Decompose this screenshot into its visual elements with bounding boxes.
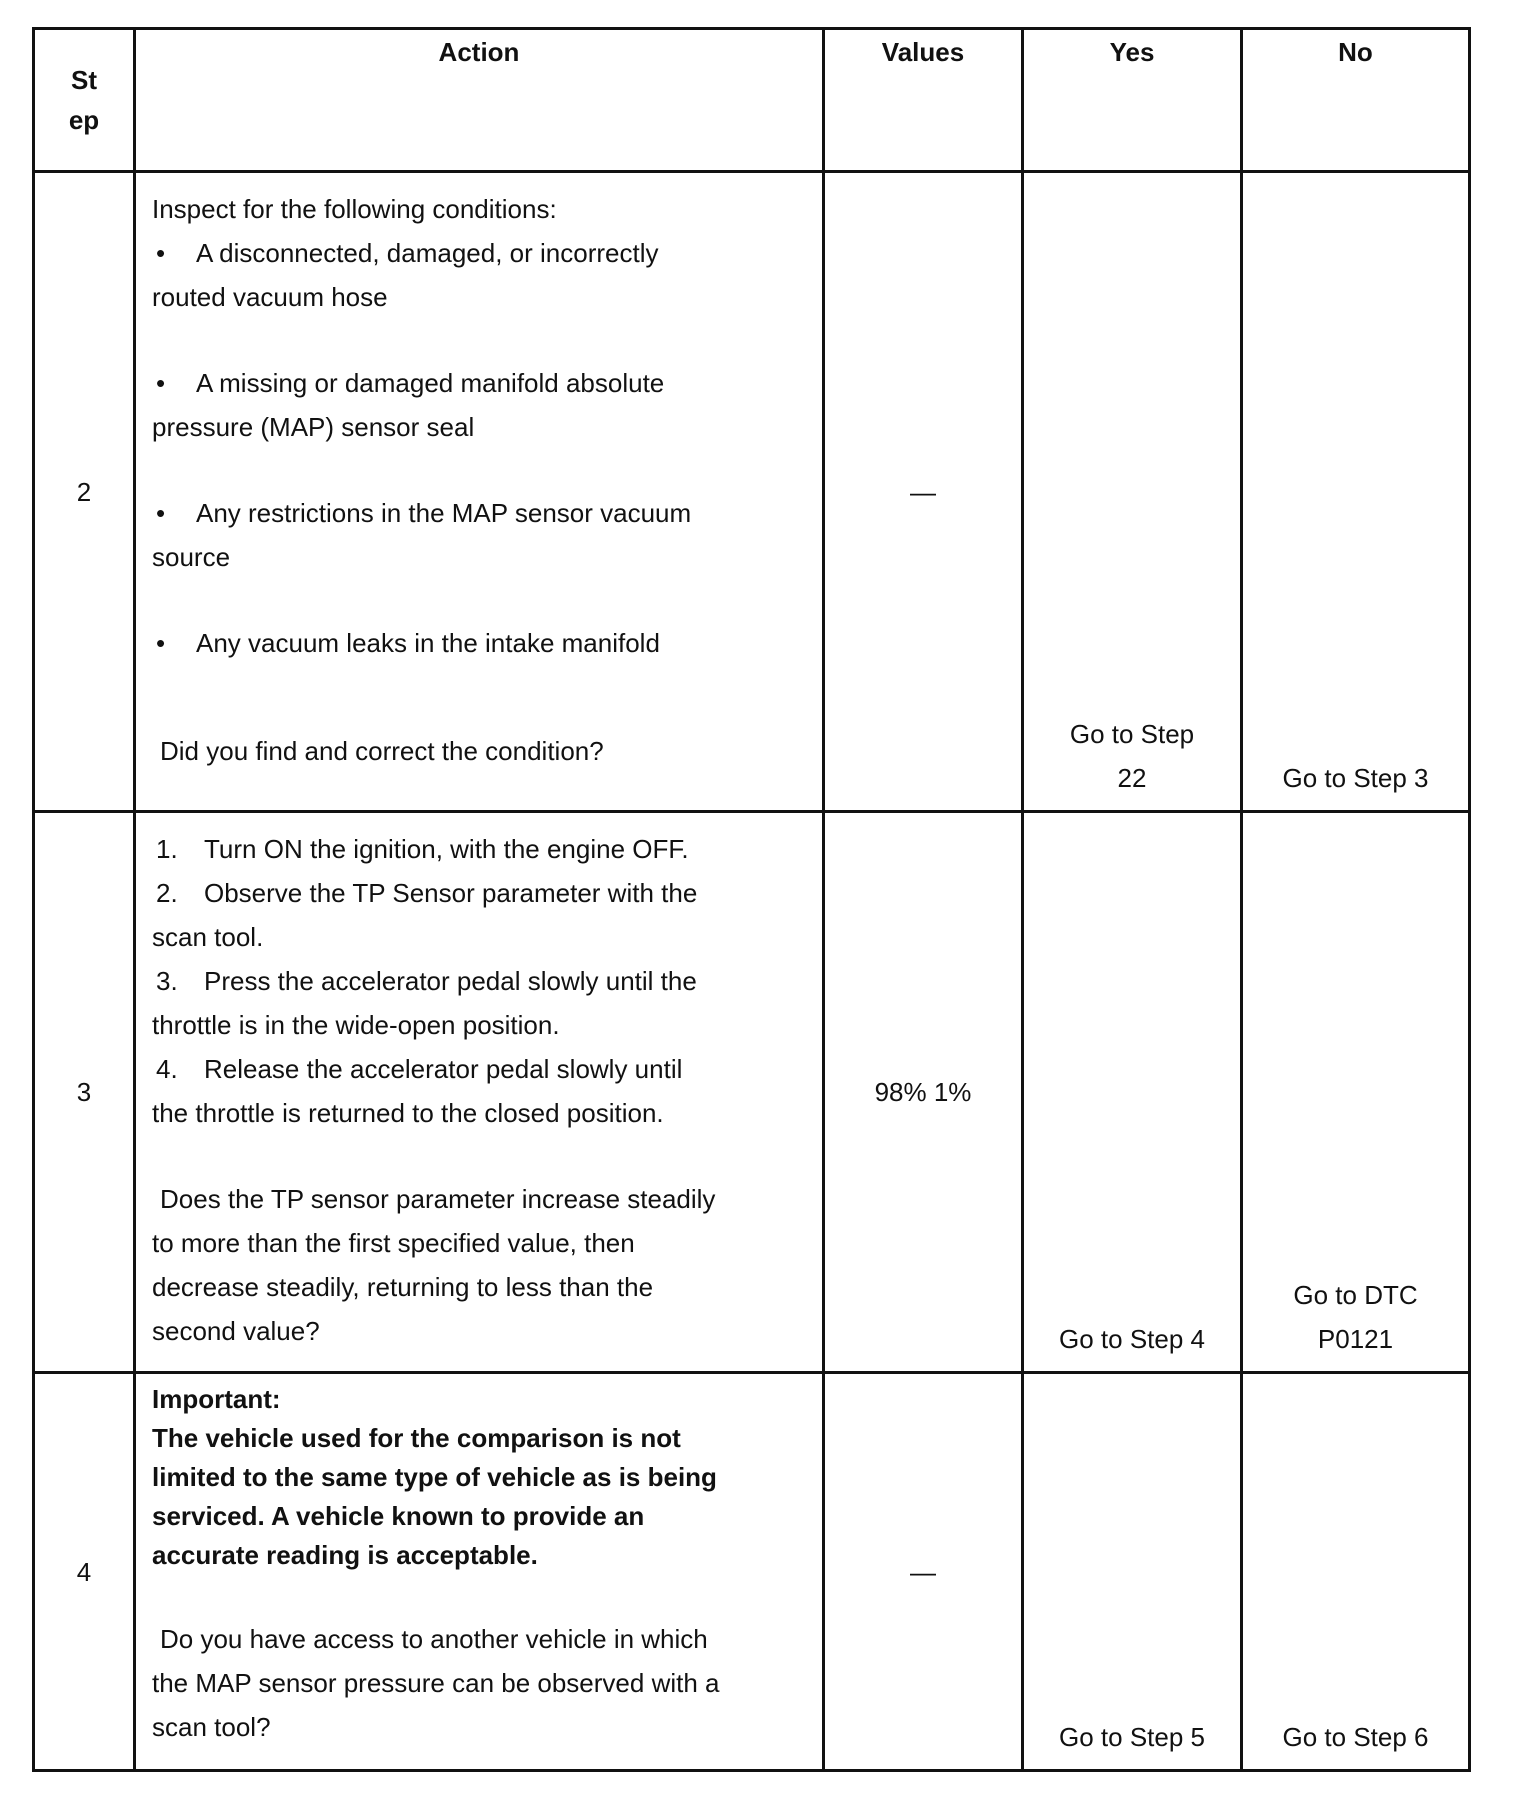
table-row xyxy=(34,172,1470,812)
action-question: Do you have access to another vehicle in which xyxy=(160,1624,708,1654)
no-cell: Go to DTC P0121 xyxy=(1242,812,1470,1373)
action-header: Action xyxy=(135,29,824,172)
action-cell: Important: The vehicle used for the comparison is not limited to the same type of vehicle as is being serviced. A vehicle known to provide an accurate reading is acceptable. Do you have access to another vehicle in which the MAP sensor pressure can be observed with a scan tool? xyxy=(135,1373,824,1771)
yes-cell: Go to Step 5 xyxy=(1023,1373,1242,1771)
step-header: St ep xyxy=(34,29,135,172)
numbered-step: 2. Observe the TP Sensor parameter with the xyxy=(156,878,698,908)
step-number: 3 xyxy=(34,812,135,1373)
important-text: The vehicle used for the comparison is not xyxy=(152,1423,681,1453)
action-question: Does the TP sensor parameter increase steadily xyxy=(160,1184,716,1214)
no-cell: Go to Step 6 xyxy=(1242,1373,1470,1771)
yes-cell: Go to Step 4 xyxy=(1023,812,1242,1373)
bullet-icon: • xyxy=(156,238,166,268)
table-row xyxy=(34,812,1470,1373)
yes-cell: Go to Step 22 xyxy=(1023,172,1242,812)
step-number: 2 xyxy=(34,172,135,812)
bullet-item: • Any vacuum leaks in the intake manifold xyxy=(152,621,808,665)
important-label: Important: xyxy=(152,1384,281,1414)
bullet-item: • A disconnected, damaged, or incorrectly xyxy=(152,231,808,275)
header-row xyxy=(34,29,1470,172)
diagnostic-table xyxy=(32,27,1471,1772)
action-cell: Inspect for the following conditions: • A disconnected, damaged, or incorrectly routed vacuum hose • A missing or damaged manifold absolute pressure (MAP) sensor seal • Any restrictions in the MAP sensor vacuum source • Any vacuum leaks in the intake manifold Did you find and correct the condition? xyxy=(135,172,824,812)
numbered-step: 1. Turn ON the ignition, with the engine OFF. xyxy=(156,834,689,864)
bullet-item: • Any restrictions in the MAP sensor vacuum xyxy=(152,491,808,535)
step-number: 4 xyxy=(34,1373,135,1771)
bullet-icon: • xyxy=(156,628,166,658)
yes-header: Yes xyxy=(1023,29,1242,172)
no-header: No xyxy=(1242,29,1470,172)
action-question: Did you find and correct the condition? xyxy=(160,736,604,766)
action-intro: Inspect for the following conditions: xyxy=(152,194,557,224)
numbered-step: 3. Press the accelerator pedal slowly until the xyxy=(156,966,697,996)
no-cell: Go to Step 3 xyxy=(1242,172,1470,812)
values-header: Values xyxy=(824,29,1023,172)
numbered-step: 4. Release the accelerator pedal slowly until xyxy=(156,1054,683,1084)
values-cell: 98% 1% xyxy=(824,812,1023,1373)
bullet-item: • A missing or damaged manifold absolute xyxy=(152,361,808,405)
values-cell: — xyxy=(824,172,1023,812)
bullet-icon: • xyxy=(156,498,166,528)
values-cell: — xyxy=(824,1373,1023,1771)
bullet-icon: • xyxy=(156,368,166,398)
table-row xyxy=(34,1373,1470,1771)
action-cell: 1. Turn ON the ignition, with the engine OFF. 2. Observe the TP Sensor parameter with the scan tool. 3. Press the accelerator pedal slowly until the throttle is in the wide-open position. 4. Release the accelerator pedal slowly until the throttle is returned to the closed position. Does the TP sensor parameter increase steadily to more than the first specified value, then decrease steadily, returning to less than the second value? xyxy=(135,812,824,1373)
